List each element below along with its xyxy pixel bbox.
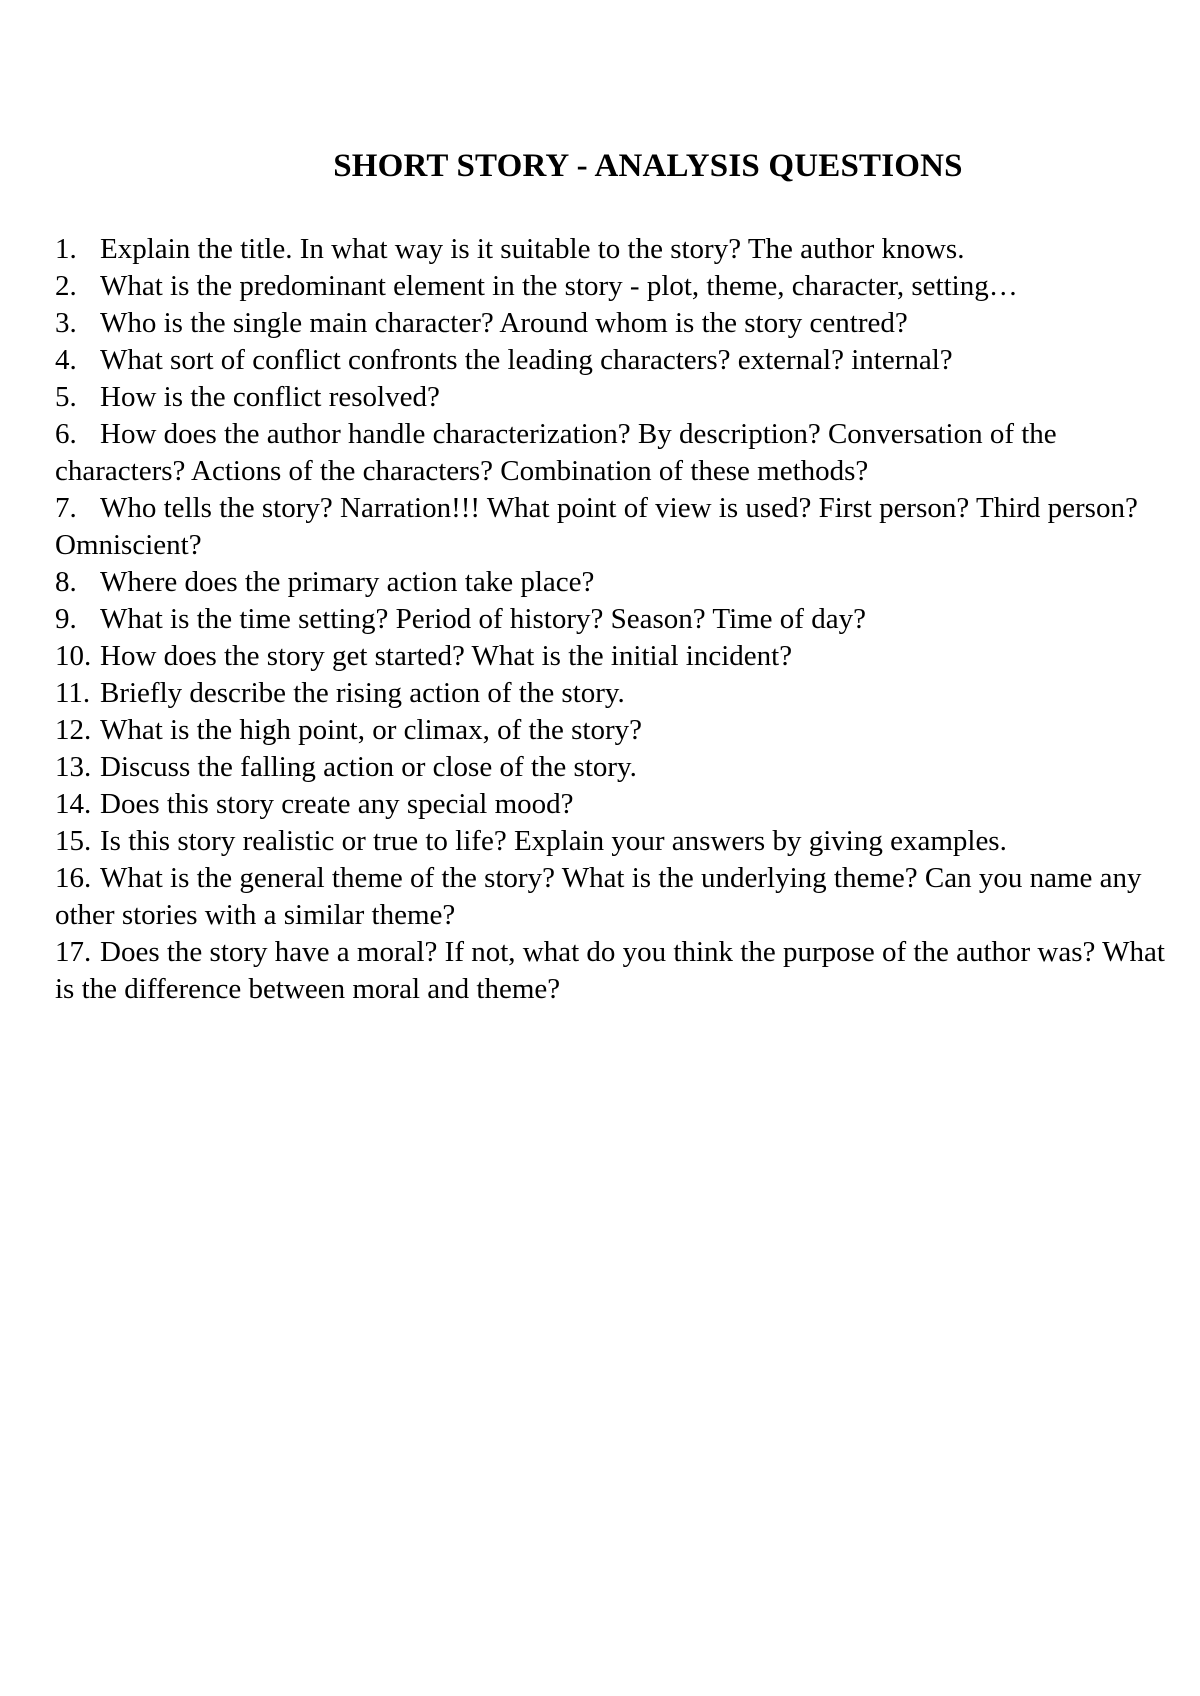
question-number: 9. bbox=[55, 603, 77, 635]
question-item bbox=[55, 305, 1165, 342]
question-text: Explain the title. In what way is it suitable to the story? The author knows. bbox=[100, 233, 965, 265]
question-item bbox=[55, 934, 1165, 1008]
question-item bbox=[55, 490, 1165, 564]
question-text: Briefly describe the rising action of the story. bbox=[100, 677, 625, 709]
question-item bbox=[55, 416, 1165, 490]
question-item bbox=[55, 786, 1165, 823]
question-item bbox=[55, 675, 1165, 712]
question-text: What is the high point, or climax, of the story? bbox=[100, 714, 643, 746]
question-number: 11. bbox=[55, 677, 91, 709]
question-number: 15. bbox=[55, 825, 92, 857]
question-number: 17. bbox=[55, 936, 92, 968]
question-text: How does the story get started? What is the initial incident? bbox=[100, 640, 793, 672]
question-number: 2. bbox=[55, 270, 77, 302]
question-text: How is the conflict resolved? bbox=[100, 381, 440, 413]
question-text: What is the predominant element in the story - plot, theme, character, setting… bbox=[100, 270, 1018, 302]
question-item bbox=[55, 749, 1165, 786]
question-text: What sort of conflict confronts the leading characters? external? internal? bbox=[100, 344, 953, 376]
question-number: 7. bbox=[55, 492, 77, 524]
question-item bbox=[55, 601, 1165, 638]
page-title: SHORT STORY - ANALYSIS QUESTIONS bbox=[333, 148, 963, 184]
question-text: What is the time setting? Period of history? Season? Time of day? bbox=[100, 603, 866, 635]
question-number: 6. bbox=[55, 418, 77, 450]
question-number: 1. bbox=[55, 233, 77, 265]
question-item bbox=[55, 231, 1165, 268]
question-number: 10. bbox=[55, 640, 92, 672]
question-item bbox=[55, 712, 1165, 749]
question-number: 3. bbox=[55, 307, 77, 339]
question-number: 5. bbox=[55, 381, 77, 413]
question-item bbox=[55, 342, 1165, 379]
question-number: 8. bbox=[55, 566, 77, 598]
question-number: 4. bbox=[55, 344, 77, 376]
question-item bbox=[55, 638, 1165, 675]
question-number: 14. bbox=[55, 788, 92, 820]
question-item bbox=[55, 379, 1165, 416]
question-number: 12. bbox=[55, 714, 92, 746]
question-text: Discuss the falling action or close of the story. bbox=[100, 751, 637, 783]
question-text: Who tells the story? Narration!!! What point of view is used? First person? Third person? Omniscient? bbox=[55, 492, 1138, 561]
question-item bbox=[55, 823, 1165, 860]
question-list bbox=[55, 231, 1165, 1008]
question-item bbox=[55, 564, 1165, 601]
question-number: 13. bbox=[55, 751, 92, 783]
question-text: How does the author handle characterization? By description? Conversation of the characters? Actions of the characters? Combination of these methods? bbox=[55, 418, 1057, 487]
question-item bbox=[55, 860, 1165, 934]
question-text: Who is the single main character? Around whom is the story centred? bbox=[100, 307, 908, 339]
question-number: 16. bbox=[55, 862, 92, 894]
question-text: Does this story create any special mood? bbox=[100, 788, 574, 820]
question-text: Does the story have a moral? If not, what do you think the purpose of the author was? What is the difference between moral and theme? bbox=[55, 936, 1165, 1005]
question-text: What is the general theme of the story? What is the underlying theme? Can you name any other stories with a similar theme? bbox=[55, 862, 1142, 931]
question-item bbox=[55, 268, 1165, 305]
question-text: Where does the primary action take place? bbox=[100, 566, 595, 598]
question-text: Is this story realistic or true to life? Explain your answers by giving examples. bbox=[100, 825, 1007, 857]
